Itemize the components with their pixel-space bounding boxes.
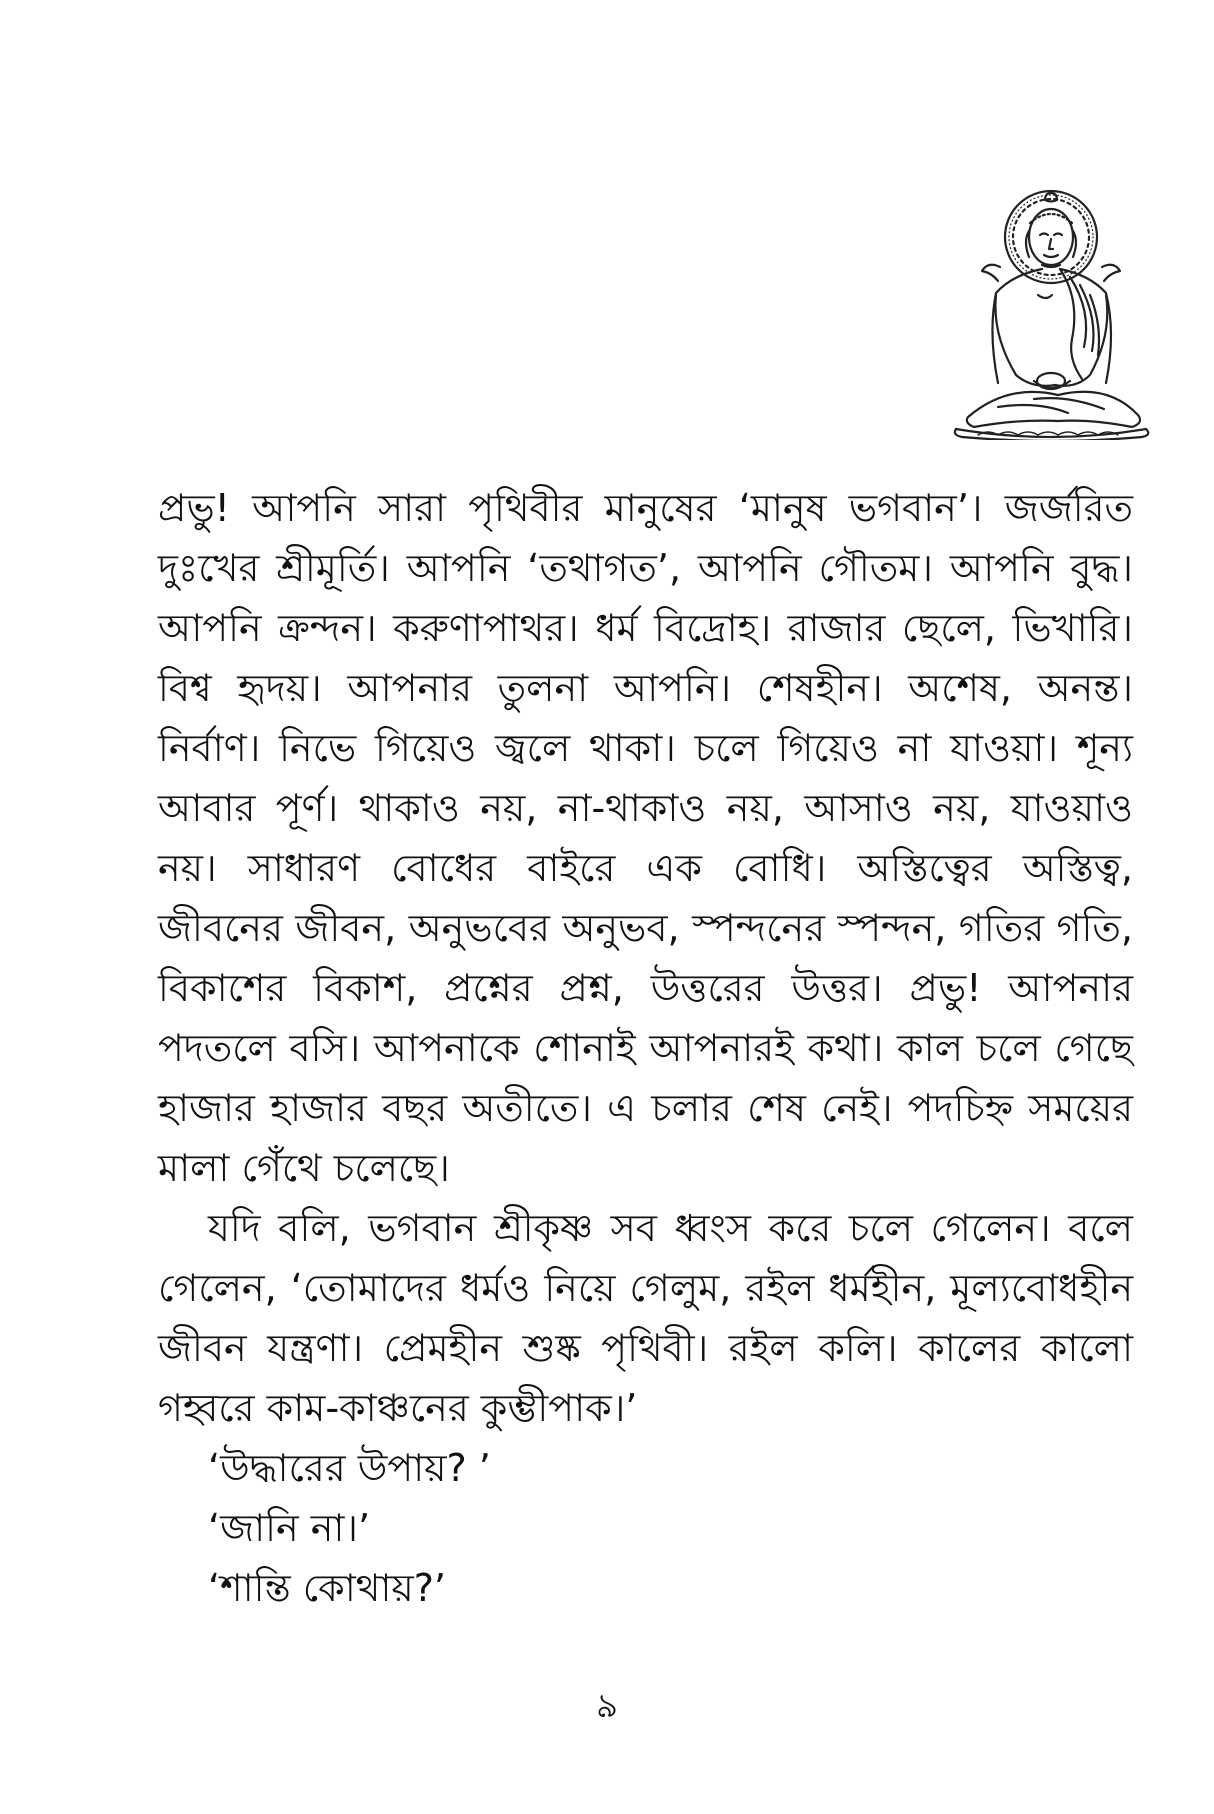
paragraph-2: যদি বলি, ভগবান শ্রীকৃষ্ণ সব ধ্বংস করে চলে গেলেন। বলে গেলেন, ‘তোমাদের ধর্মও নিয়ে গেলুম, রইল ধর্মহীন, মূল্যবোধহীন জীবন যন্ত্রণা। প্রেমহীন শুষ্ক পৃথিবী। রইল কলি। কালের কালো গহ্বরে কাম-কাঞ্চনের কুম্ভীপাক।’ — [158, 1206, 1133, 1430]
paragraph-1: প্রভু! আপনি সারা পৃথিবীর মানুষের ‘মানুষ ভগবান’। জর্জরিত দুঃখের শ্রীমূর্তি। আপনি ‘তথাগত’, আপনি গৌতম। আপনি বুদ্ধ। আপনি ক্রন্দন। করুণাপাথর। ধর্ম বিদ্রোহ। রাজার ছেলে, ভিখারি। বিশ্ব হৃদয়। আপনার তুলনা আপনি। শেষহীন। অশেষ, অনন্ত। নির্বাণ। নিভে গিয়েও জ্বলে থাকা। চলে গিয়েও না যাওয়া। শূন্য আবার পূর্ণ। থাকাও নয়, না-থাকাও নয়, আসাও নয়, যাওয়াও নয়। সাধারণ বোধের বাইরে এক বোধি। অস্তিত্বের অস্তিত্ব, জীবনের জীবন, অনুভবের অনুভব, স্পন্দনের স্পন্দন, গতির গতি, বিকাশের বিকাশ, প্রশ্নের প্রশ্ন, উত্তরের উত্তর। প্রভু! আপনার পদতলে বসি। আপনাকে শোনাই আপনারই কথা। কাল চলে গেছে হাজার হাজার বছর অতীতে। এ চলার শেষ নেই। পদচিহ্ন সময়ের মালা গেঁথে চলেছে। — [158, 486, 1133, 1190]
dialogue-line-3: ‘শান্তি কোথায়?’ — [208, 1566, 447, 1610]
seated-buddha-icon — [938, 185, 1164, 440]
page-number: ৯ — [595, 1686, 619, 1726]
seated-buddha-illustration — [938, 185, 1164, 440]
main-text — [158, 478, 1133, 1618]
dialogue-line-2: ‘জানি না।’ — [208, 1506, 371, 1550]
dialogue-line-1: ‘উদ্ধারের উপায়? ’ — [208, 1446, 491, 1490]
